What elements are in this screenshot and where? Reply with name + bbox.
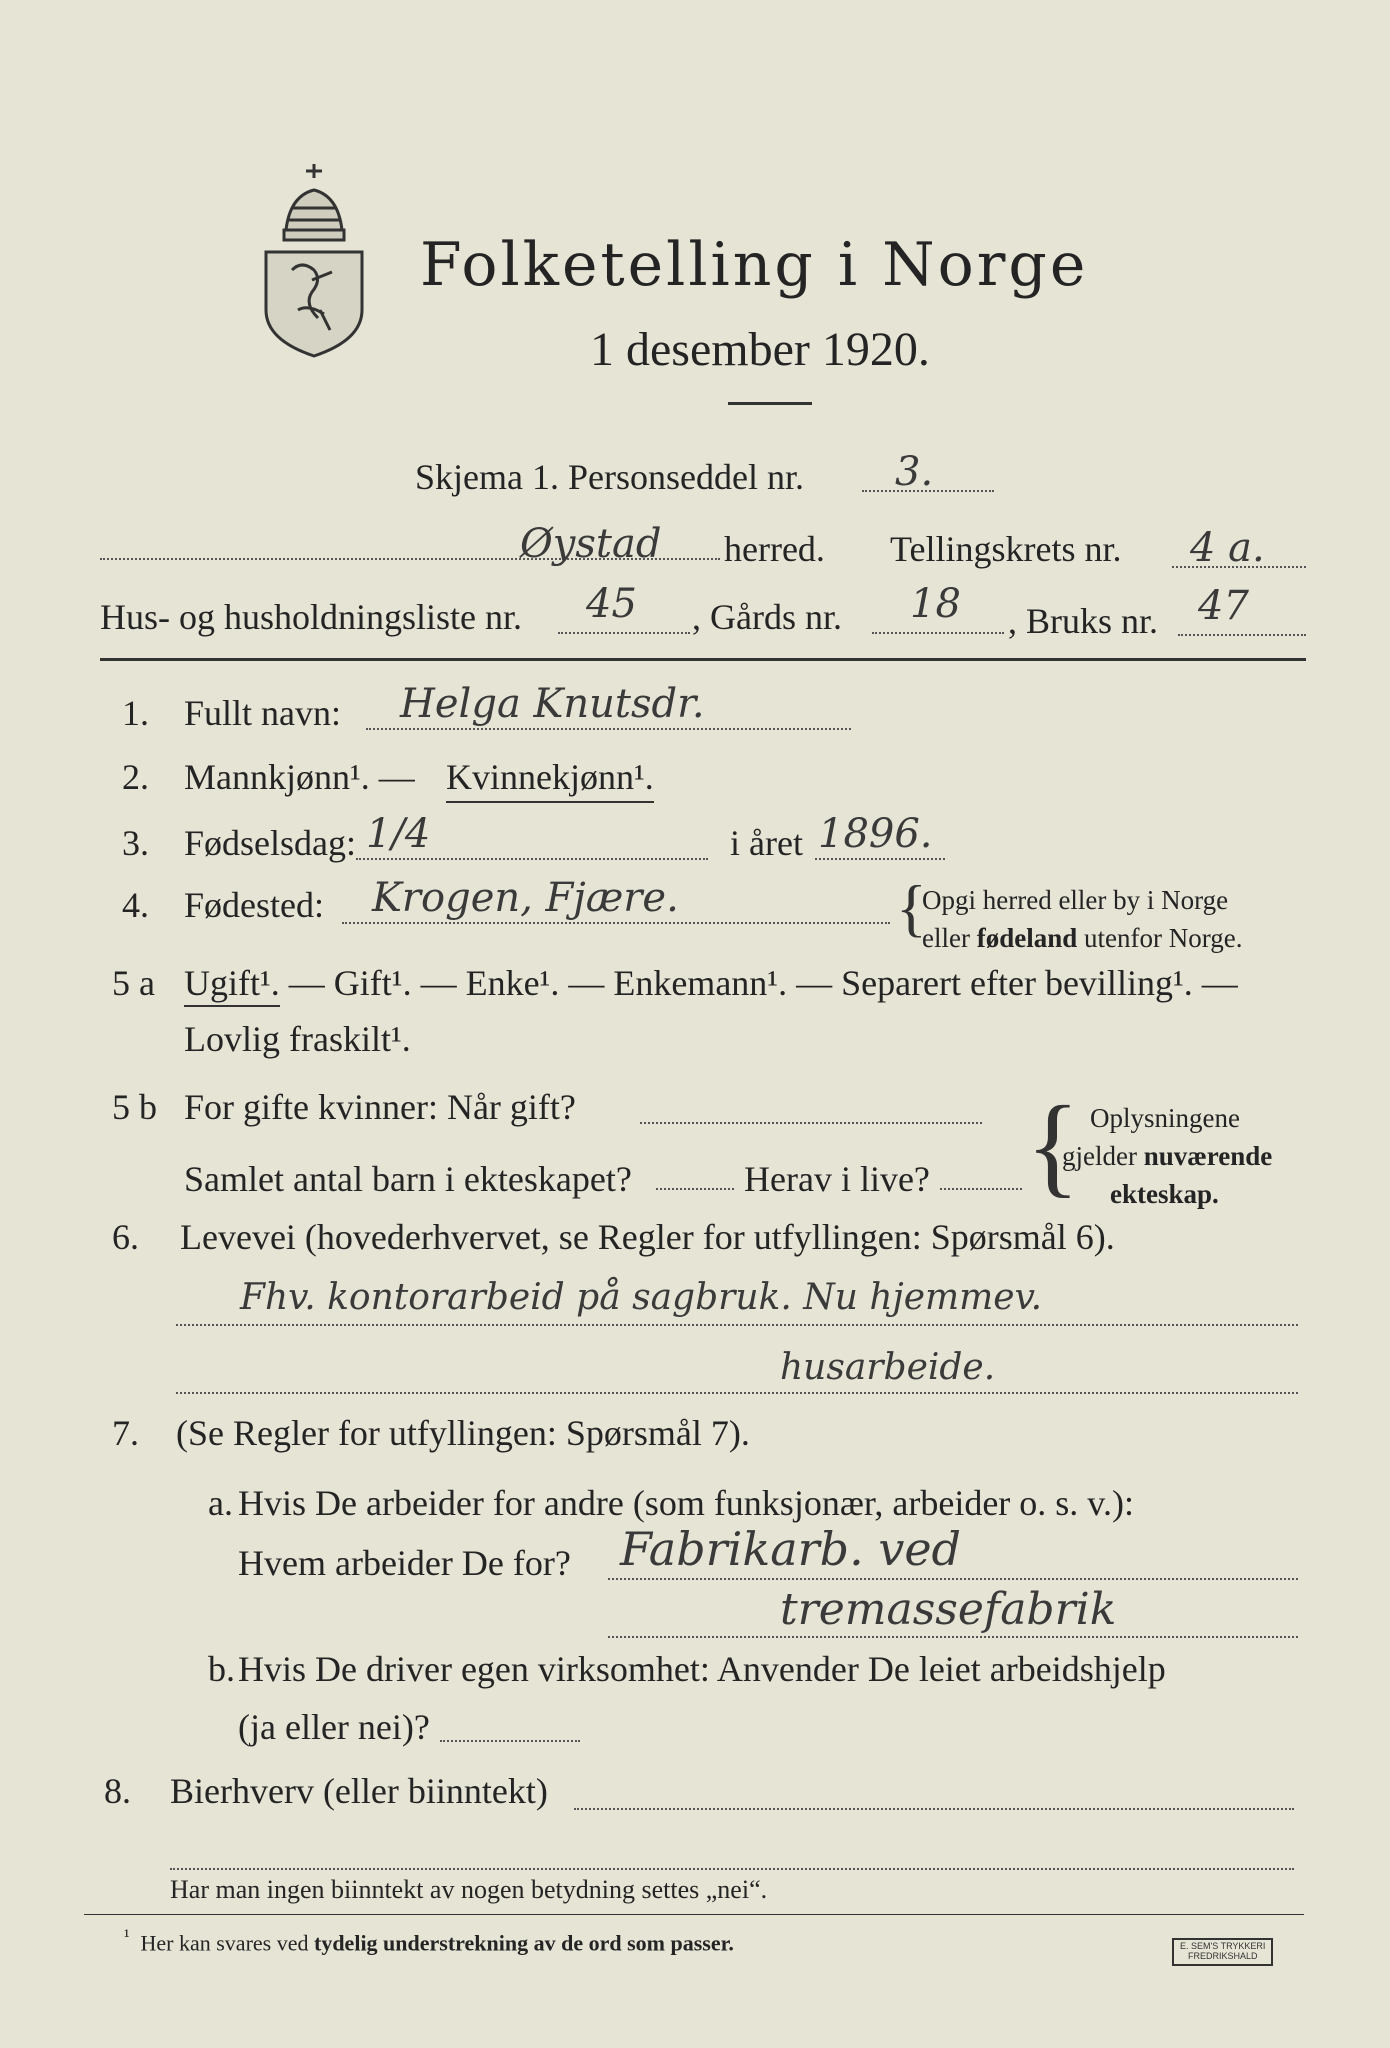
q8-number: 8. xyxy=(104,1771,131,1811)
q6-label: Levevei (hovederhvervet, se Regler for utfyllingen: Spørsmål 6). xyxy=(180,1217,1115,1257)
other-marital-options[interactable]: — Gift¹. — Enke¹. — Enkemann¹. — Separert efter bevilling¹. — xyxy=(279,963,1238,1003)
unmarried-option[interactable]: Ugift¹. xyxy=(184,963,280,1007)
gards-value: 18 xyxy=(910,581,961,627)
full-name-value: Helga Knutsdr. xyxy=(400,681,705,727)
q7-number: 7. xyxy=(112,1413,139,1453)
q5b-note-line3: ekteskap. xyxy=(1110,1179,1219,1209)
marital-options[interactable] xyxy=(184,962,1238,1005)
children-count-field[interactable] xyxy=(656,1188,734,1190)
male-option[interactable]: Mannkjønn¹. — xyxy=(184,757,415,797)
children-alive-field[interactable] xyxy=(940,1188,1022,1190)
birthplace-value: Krogen, Fjære. xyxy=(372,875,679,921)
occupation-value-line1: Fhv. kontorarbeid på sagbruk. Nu hjemmev. xyxy=(240,1277,1043,1318)
employer-label: Hvem arbeider De for? xyxy=(238,1543,571,1583)
side-income-field-line2[interactable] xyxy=(170,1868,1294,1870)
form-title: Folketelling i Norge xyxy=(420,230,1089,300)
title-divider xyxy=(728,402,812,405)
occupation-field-line1[interactable] xyxy=(176,1324,1298,1326)
q2-number: 2. xyxy=(122,757,149,797)
footnote: $^{^1}$ Her kan svares ved tydelig understrekning av de ord som passer. xyxy=(124,1926,734,1956)
q7b-letter: b. xyxy=(208,1649,235,1689)
q1-label: Fullt navn: xyxy=(184,693,342,733)
bruks-label: , Bruks nr. xyxy=(1008,601,1159,641)
q3-number: 3. xyxy=(122,823,149,863)
q4-note-line1: Opgi herred eller by i Norge xyxy=(922,885,1229,915)
bruks-value: 47 xyxy=(1198,583,1249,629)
hired-help-field[interactable] xyxy=(440,1740,580,1742)
birthplace-field[interactable] xyxy=(342,922,890,924)
tellingskrets-label: Tellingskrets nr. xyxy=(890,529,1122,569)
employer-field-line2[interactable] xyxy=(608,1636,1298,1638)
q7-label: (Se Regler for utfyllingen: Spørsmål 7). xyxy=(176,1413,750,1453)
married-when-field[interactable] xyxy=(640,1122,982,1124)
q5b-note-line1: Oplysningene xyxy=(1090,1103,1240,1133)
children-alive-label: Herav i live? xyxy=(744,1159,930,1199)
employer-value-line1: Fabrikarb. ved xyxy=(620,1522,962,1576)
personseddel-value: 3. xyxy=(895,449,934,495)
female-option[interactable]: Kvinnekjønn¹. xyxy=(446,756,654,803)
bruks-field[interactable] xyxy=(1178,634,1306,636)
occupation-field-line2[interactable] xyxy=(176,1392,1298,1394)
census-date: 1 desember 1920. xyxy=(590,323,930,376)
q4-label: Fødested: xyxy=(184,885,324,925)
q7a-question: Hvis De arbeider for andre (som funksjonær, arbeider o. s. v.): xyxy=(238,1483,1134,1523)
husliste-field[interactable] xyxy=(558,632,690,634)
income-note: Har man ingen biinntekt av nogen betydning settes „nei“. xyxy=(170,1875,768,1904)
printer-stamp: E. SEM'S TRYKKERI FREDRIKSHALD xyxy=(1172,1938,1273,1966)
footnote-divider xyxy=(84,1914,1304,1915)
hired-help-label: (ja eller nei)? xyxy=(238,1707,430,1747)
birthday-field[interactable] xyxy=(356,858,708,860)
q5b-brace: { xyxy=(1026,1084,1080,1208)
birth-year-field[interactable] xyxy=(815,858,945,860)
q5b-note-line2: gjelder nuværende xyxy=(1062,1141,1273,1171)
married-when-label: For gifte kvinner: Når gift? xyxy=(184,1087,576,1127)
side-income-field-line1[interactable] xyxy=(574,1808,1294,1810)
q7a-letter: a. xyxy=(208,1483,233,1523)
q4-brace: { xyxy=(896,872,927,943)
herred-value: Øystad xyxy=(520,521,662,567)
husliste-label: Hus- og husholdningsliste nr. xyxy=(100,597,523,637)
q5a-number: 5 a xyxy=(112,963,155,1003)
q7b-question: Hvis De driver egen virksomhet: Anvender De leiet arbeidshjelp xyxy=(238,1649,1166,1689)
birthday-value: 1/4 xyxy=(366,811,431,857)
q3-label: Fødselsdag: xyxy=(184,823,357,863)
divorced-option[interactable]: Lovlig fraskilt¹. xyxy=(184,1019,411,1059)
occupation-value-line2: husarbeide. xyxy=(780,1347,996,1388)
schema-label: Skjema 1. Personseddel nr. xyxy=(415,457,804,497)
header-divider xyxy=(100,658,1306,661)
full-name-field[interactable] xyxy=(366,728,851,730)
coat-of-arms-icon xyxy=(258,160,370,360)
q4-note-line2: eller fødeland utenfor Norge. xyxy=(922,923,1243,953)
q6-number: 6. xyxy=(112,1217,139,1257)
tellingskrets-value: 4 a. xyxy=(1190,525,1265,571)
q5b-number: 5 b xyxy=(112,1087,157,1127)
birth-year-value: 1896. xyxy=(818,811,933,857)
employer-field-line1[interactable] xyxy=(608,1578,1298,1580)
year-label: i året xyxy=(730,823,803,863)
q1-number: 1. xyxy=(122,693,149,733)
q4-number: 4. xyxy=(122,885,149,925)
gards-label: , Gårds nr. xyxy=(692,597,842,637)
q8-label: Bierhverv (eller biinntekt) xyxy=(170,1771,548,1811)
employer-value-line2: tremassefabrik xyxy=(780,1584,1117,1635)
husliste-value: 45 xyxy=(586,581,637,627)
children-count-label: Samlet antal barn i ekteskapet? xyxy=(184,1159,632,1199)
gards-field[interactable] xyxy=(872,632,1004,634)
herred-label: herred. xyxy=(724,529,825,569)
